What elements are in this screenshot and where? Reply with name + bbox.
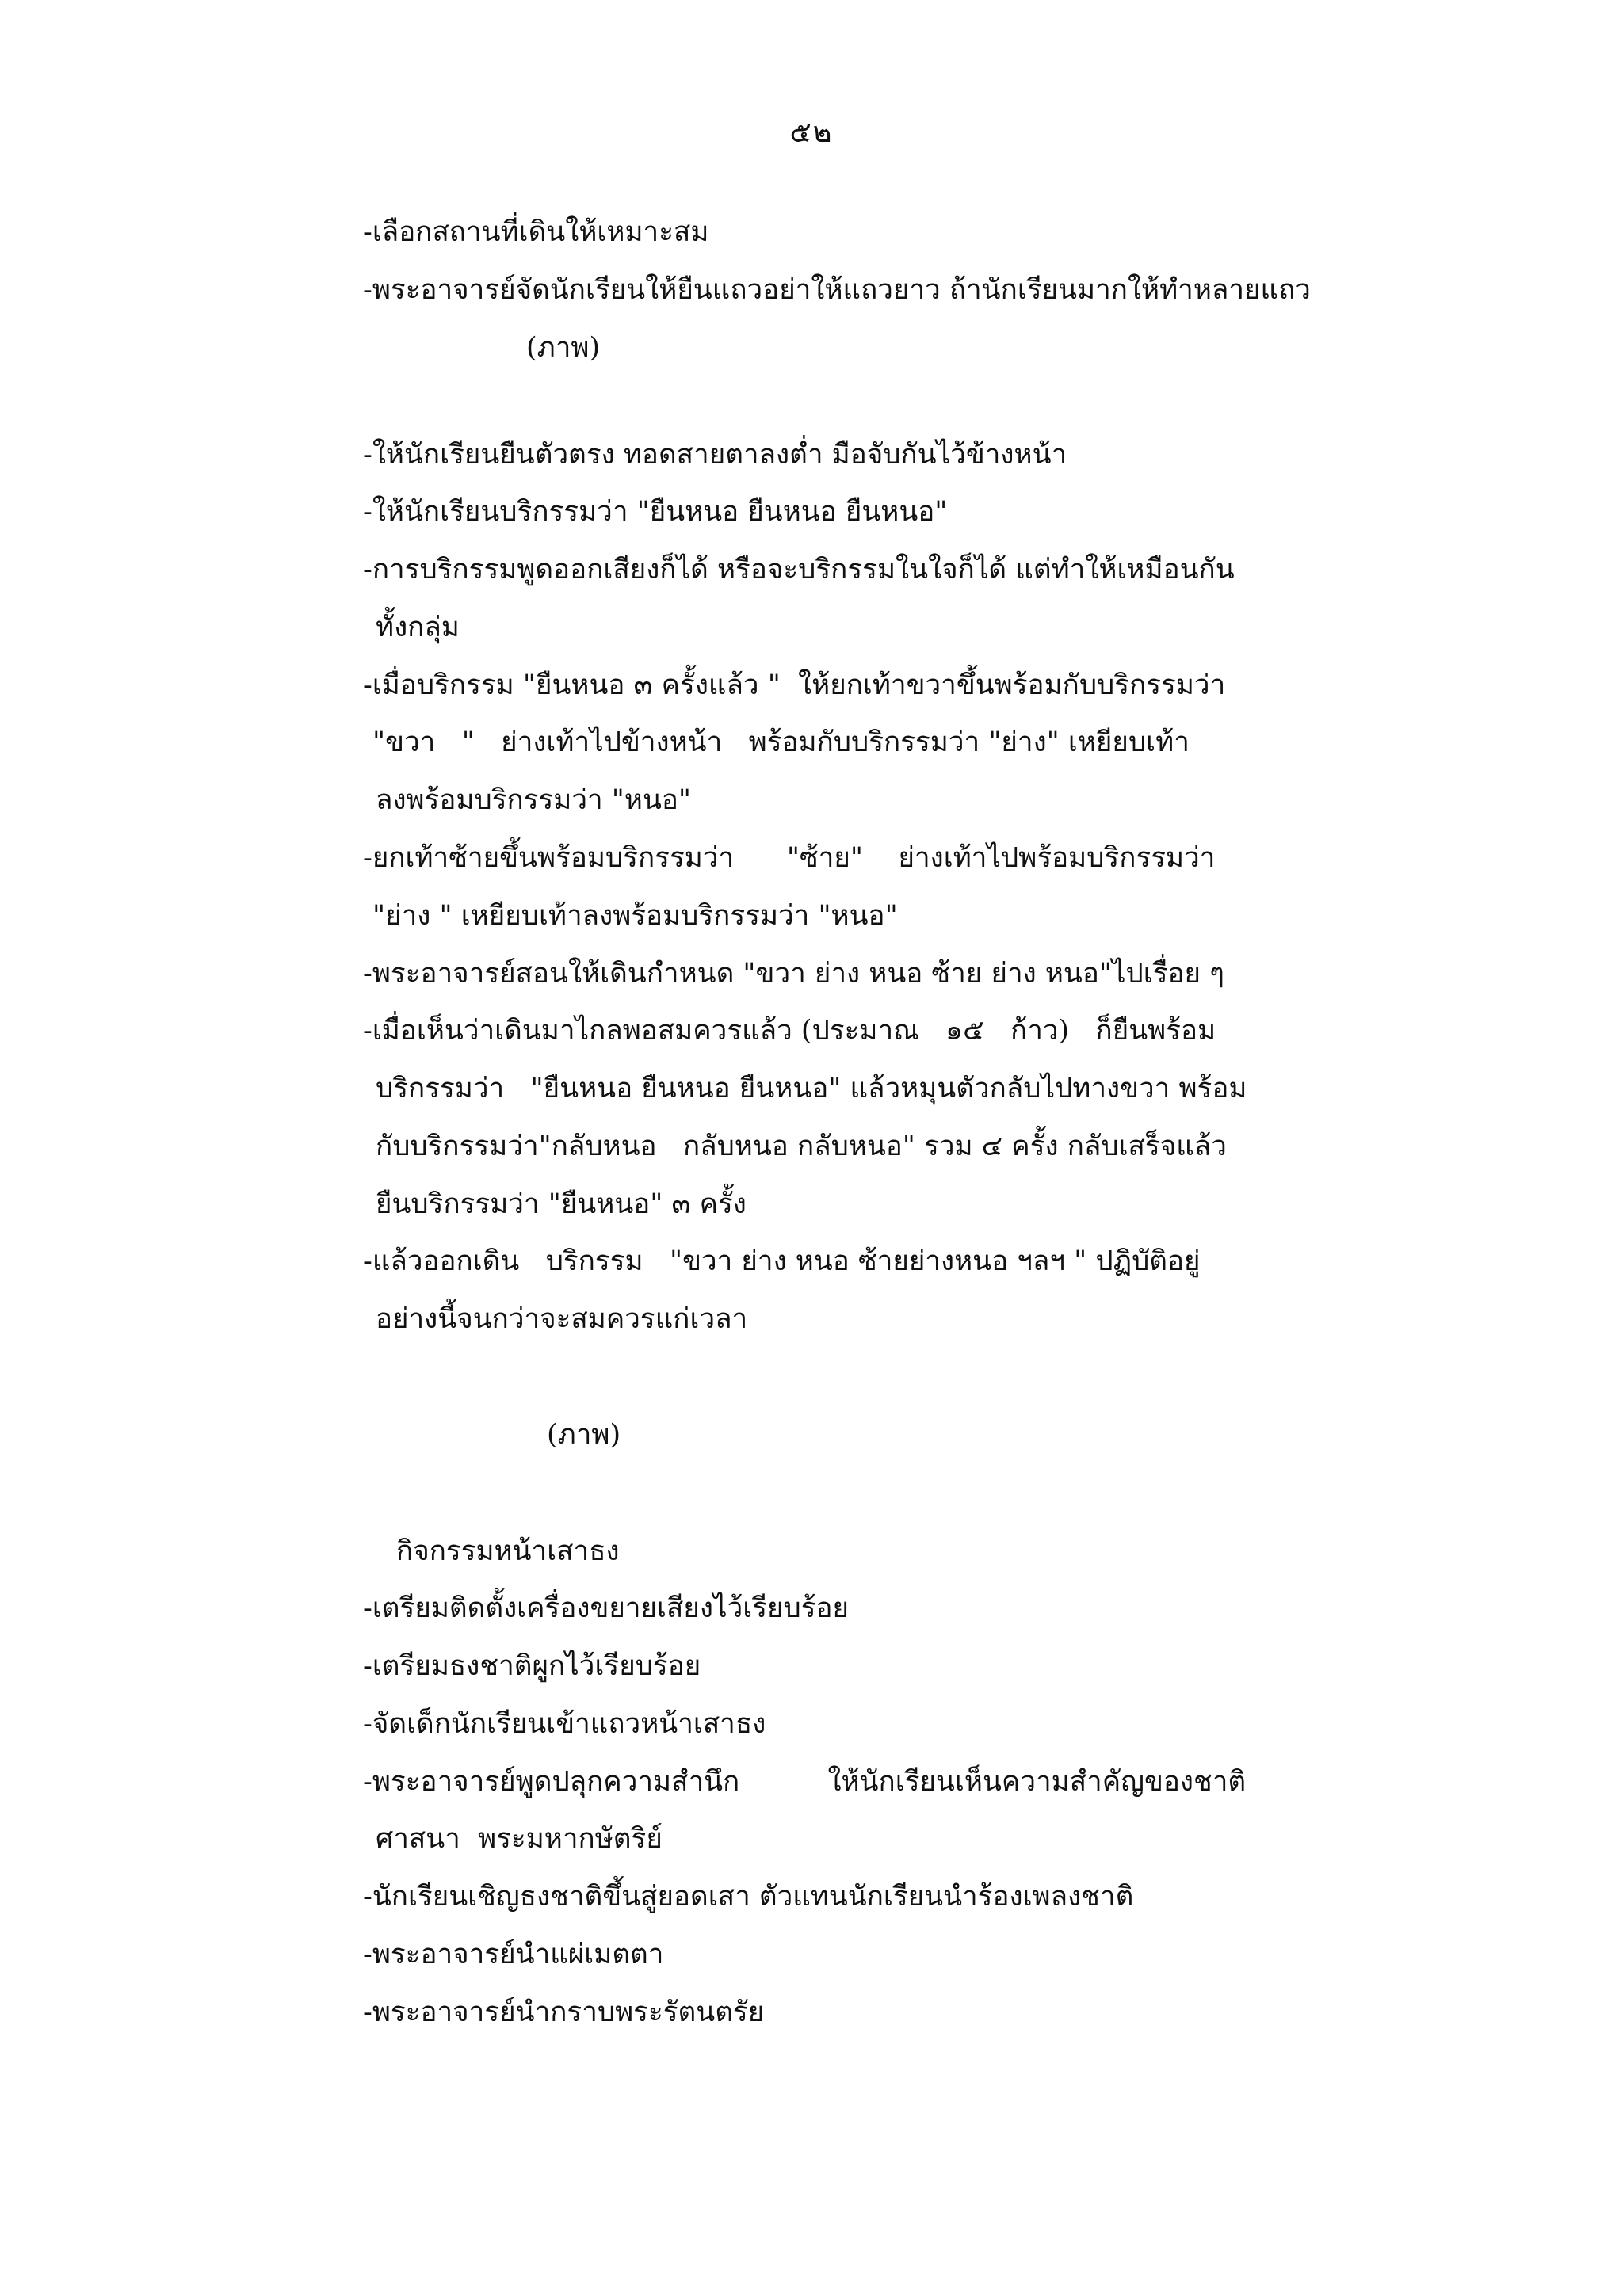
text-line: -นักเรียนเชิญธงชาติขึ้นสู่ยอดเสา ตัวแทนนักเรียนนำร้องเพลงชาติ xyxy=(363,1881,1134,1913)
text-line: ศาสนา พระมหากษัตริย์ xyxy=(376,1823,663,1855)
text-line: -พระอาจารย์จัดนักเรียนให้ยืนแถวอย่าให้แถวยาว ถ้านักเรียนมากให้ทำหลายแถว xyxy=(363,274,1311,306)
text-line: ยืนบริกรรมว่า "ยืนหนอ" ๓ ครั้ง xyxy=(376,1188,747,1220)
text-line: -เตรียมธงชาติผูกไว้เรียบร้อย xyxy=(363,1650,701,1682)
text-line: -ยกเท้าซ้ายขึ้นพร้อมบริกรรมว่า "ซ้าย" ย่างเท้าไปพร้อมบริกรรมว่า xyxy=(363,842,1216,874)
image-placeholder-caption: (ภาพ) xyxy=(526,332,601,364)
text-line: -แล้วออกเดิน บริกรรม "ขวา ย่าง หนอ ซ้ายย่างหนอ ฯลฯ " ปฏิบัติอยู่ xyxy=(363,1245,1201,1277)
text-line: -การบริกรรมพูดออกเสียงก็ได้ หรือจะบริกรรมในใจก็ได้ แต่ทำให้เหมือนกัน xyxy=(363,554,1235,585)
text-line: "ย่าง " เหยียบเท้าลงพร้อมบริกรรมว่า "หนอ" xyxy=(372,900,898,932)
text-line: -จัดเด็กนักเรียนเข้าแถวหน้าเสาธง xyxy=(363,1708,766,1740)
text-line: ทั้งกลุ่ม xyxy=(376,612,460,643)
image-placeholder-caption: (ภาพ) xyxy=(547,1419,621,1451)
text-line: "ขวา " ย่างเท้าไปข้างหน้า พร้อมกับบริกรรมว่า "ย่าง" เหยียบเท้า xyxy=(372,727,1190,758)
text-line: -ให้นักเรียนยืนตัวตรง ทอดสายตาลงต่ำ มือจับกันไว้ข้างหน้า xyxy=(363,439,1067,471)
text-line: ลงพร้อมบริกรรมว่า "หนอ" xyxy=(376,784,692,816)
text-line: บริกรรมว่า "ยืนหนอ ยืนหนอ ยืนหนอ" แล้วหมุนตัวกลับไปทางขวา พร้อม xyxy=(376,1073,1247,1104)
text-line: อย่างนี้จนกว่าจะสมควรแก่เวลา xyxy=(376,1303,748,1335)
text-line: -เตรียมติดตั้งเครื่องขยายเสียงไว้เรียบร้อย xyxy=(363,1592,850,1624)
page-number: ๕๒ xyxy=(789,116,834,149)
text-line: -พระอาจารย์นำแผ่เมตตา xyxy=(363,1939,664,1970)
text-line: -เมื่อบริกรรม "ยืนหนอ ๓ ครั้งแล้ว " ให้ยกเท้าขวาขึ้นพร้อมกับบริกรรมว่า xyxy=(363,669,1226,701)
text-line: กับบริกรรมว่า"กลับหนอ กลับหนอ กลับหนอ" รวม ๔ ครั้ง กลับเสร็จแล้ว xyxy=(376,1131,1227,1162)
text-line: -พระอาจารย์สอนให้เดินกำหนด "ขวา ย่าง หนอ ซ้าย ย่าง หนอ"ไปเรื่อย ๆ xyxy=(363,958,1224,990)
text-line: -พระอาจารย์พูดปลุกความสำนึก ให้นักเรียนเห็นความสำคัญของชาติ xyxy=(363,1766,1247,1798)
text-line: -พระอาจารย์นำกราบพระรัตนตรัย xyxy=(363,1997,765,2028)
section-heading: กิจกรรมหน้าเสาธง xyxy=(396,1535,620,1567)
text-line: -เลือกสถานที่เดินให้เหมาะสม xyxy=(363,216,709,248)
text-line: -ให้นักเรียนบริกรรมว่า "ยืนหนอ ยืนหนอ ยืนหนอ" xyxy=(363,496,948,528)
text-line: -เมื่อเห็นว่าเดินมาไกลพอสมควรแล้ว (ประมาณ ๑๕ ก้าว) ก็ยืนพร้อม xyxy=(363,1015,1216,1047)
